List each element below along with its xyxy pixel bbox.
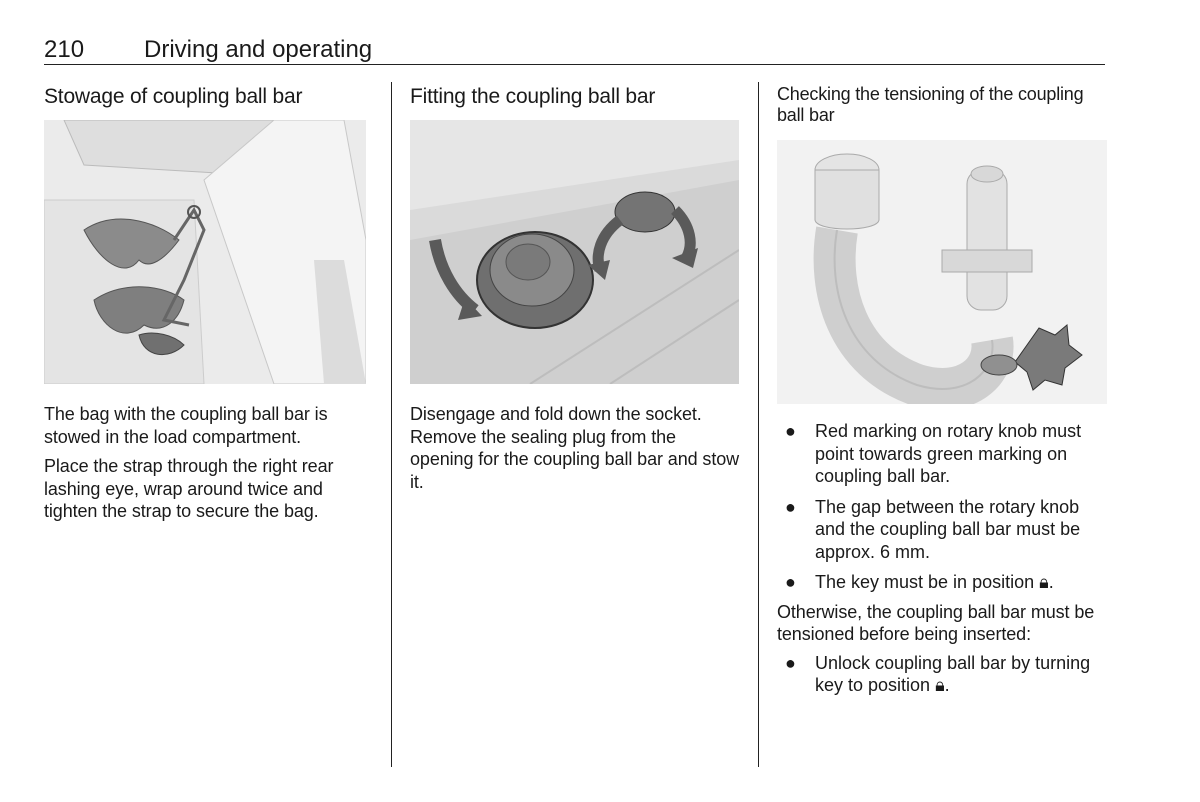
- heading-stowage: Stowage of coupling ball bar: [44, 85, 303, 108]
- tensioning-paragraph: Otherwise, the coupling ball bar must be tensioned before being inserted:: [777, 601, 1095, 644]
- list-item: [777, 420, 1109, 488]
- heading-fitting: Fitting the coupling ball bar: [410, 85, 656, 108]
- stowage-paragraph: The bag with the coupling ball bar is stowed in the load compartment.: [44, 404, 328, 447]
- column-fitting: [410, 82, 742, 110]
- page-number: 210: [44, 36, 85, 63]
- list-item-text: The gap between the rotary knob and the coupling ball bar must be approx. 6 mm.: [815, 496, 1081, 562]
- fitting-text: [410, 403, 742, 493]
- tensioning-steps: [777, 652, 1109, 697]
- section-title: Driving and operating: [144, 36, 373, 63]
- list-item: [777, 571, 1109, 594]
- sentence-end: .: [1048, 572, 1054, 592]
- sentence-end: .: [944, 675, 950, 695]
- lock-key-icon: 🔒︎: [1039, 572, 1049, 592]
- fitting-paragraph: Disengage and fold down the socket. Remove the sealing plug from the opening for the coupling ball bar and stow it.: [410, 404, 740, 492]
- list-item-text: Red marking on rotary knob must point towards green marking on coupling ball bar.: [815, 421, 1082, 486]
- column-stowage: [44, 82, 376, 110]
- stowage-text: [44, 403, 374, 523]
- column-divider: [391, 82, 392, 767]
- column-divider: [758, 82, 759, 767]
- illustration-socket: [410, 120, 739, 384]
- column-tensioning: [777, 82, 1107, 126]
- stowage-instruction: Place the strap through the right rear lashing eye, wrap around twice and tighten the strap to secure the bag.: [44, 456, 334, 521]
- heading-tensioning: Checking the tensioning of the coupling ball bar: [777, 84, 1084, 125]
- list-item: [777, 652, 1109, 697]
- tensioning-checklist: [777, 420, 1109, 594]
- list-item-text: Unlock coupling ball bar by turning key to position: [815, 652, 1091, 695]
- list-item-text: The key must be in position: [815, 572, 1035, 592]
- page-header: [44, 34, 1105, 65]
- bullet-icon: ●: [785, 572, 796, 592]
- illustration-coupling-ball-bar: [777, 140, 1107, 404]
- list-item: [777, 496, 1109, 564]
- tensioning-text: [777, 420, 1109, 705]
- bullet-icon: ●: [785, 652, 796, 673]
- lock-key-icon: 🔒︎: [935, 675, 945, 695]
- illustration-bag-in-load-compartment: [44, 120, 366, 384]
- bullet-icon: ●: [785, 496, 796, 517]
- bullet-icon: ●: [785, 421, 796, 441]
